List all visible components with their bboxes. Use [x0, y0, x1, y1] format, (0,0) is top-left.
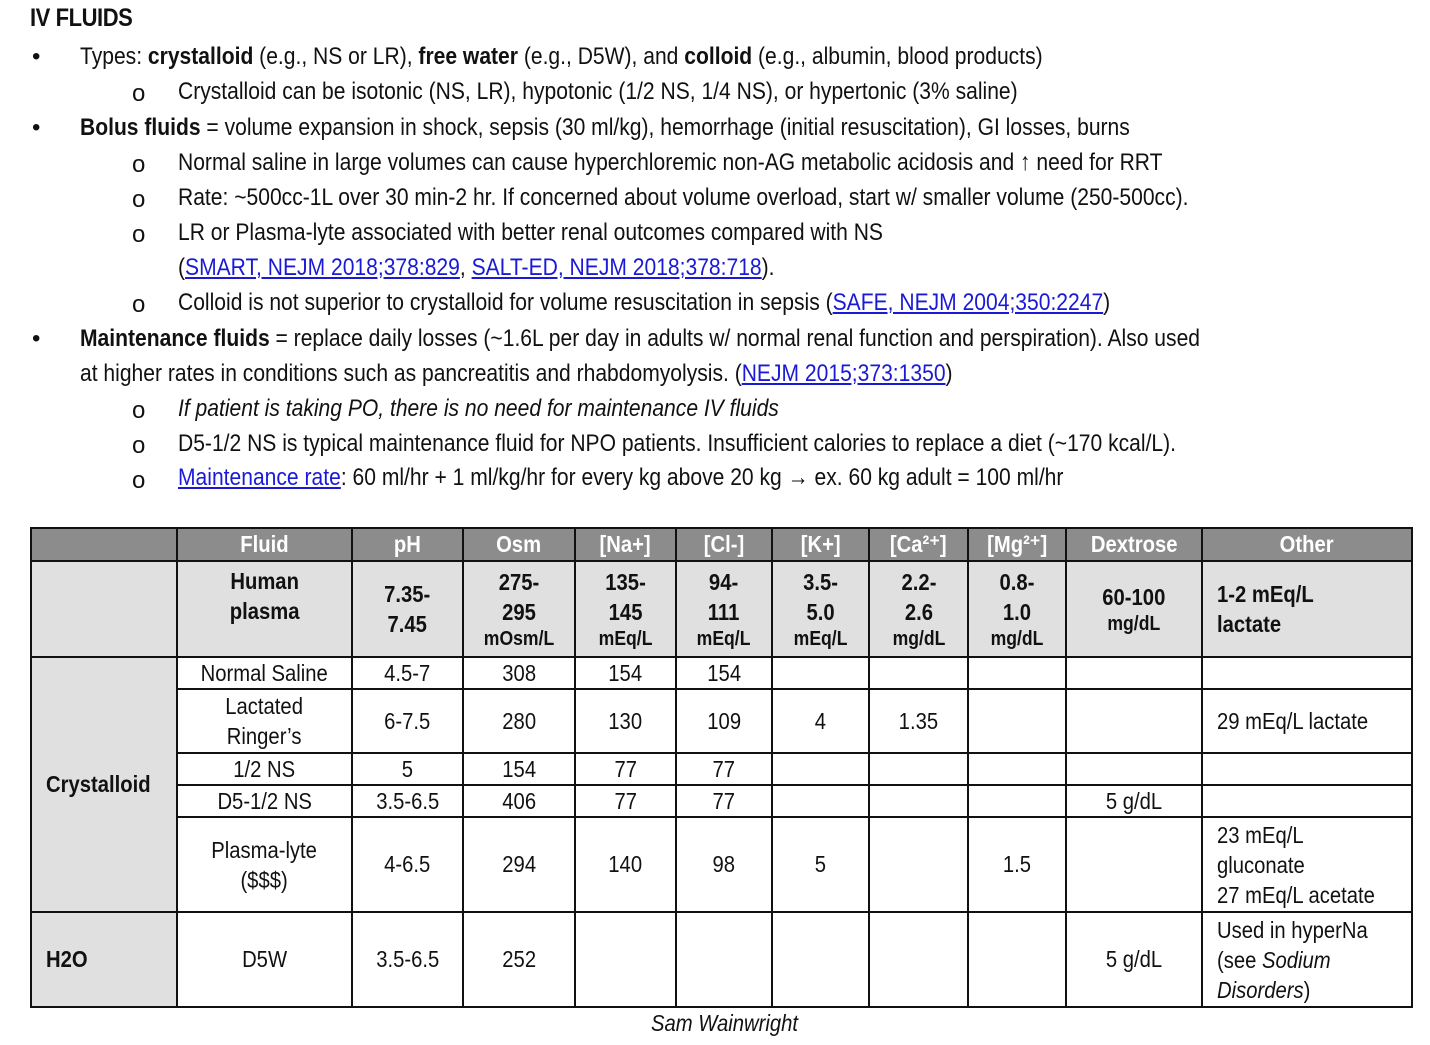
- maintenance-rate-link[interactable]: Maintenance rate: [178, 464, 341, 491]
- author-credit: Sam Wainwright: [651, 1010, 799, 1036]
- cell-cl: [676, 912, 772, 1007]
- nejm-2015-link[interactable]: NEJM 2015;373:1350: [741, 360, 946, 387]
- header-mg: [Mg²⁺]: [968, 528, 1066, 561]
- sub-bullet-icon: o: [132, 397, 146, 424]
- cell-osm: 154: [463, 753, 575, 785]
- cell-na: 77: [575, 785, 676, 817]
- cell-fluid: D5W: [177, 912, 352, 1007]
- cell-ca: 2.2- 2.6 mg/dL: [869, 561, 968, 657]
- cell-ph: 3.5-6.5: [352, 912, 463, 1007]
- sub-bullet-icon: o: [132, 151, 146, 178]
- cell-k: [772, 753, 869, 785]
- rate-note: Rate: ~500cc-1L over 30 min-2 hr. If concerned about volume overload, start w/ smaller volume (250-500cc).: [178, 184, 1189, 211]
- lr-plasmalyte-note: LR or Plasma-lyte associated with better renal outcomes compared with NS: [178, 219, 883, 246]
- cell-fluid: Human plasma: [177, 561, 352, 657]
- sub-bullet-icon: o: [132, 467, 146, 494]
- maintenance-rate-note: Maintenance rate: 60 ml/hr + 1 ml/kg/hr for every kg above 20 kg → ex. 60 kg adult = 100 ml/hr: [178, 464, 1064, 491]
- cell-na: 135- 145 mEq/L: [575, 561, 676, 657]
- cell-osm: 252: [463, 912, 575, 1007]
- cell-osm: 280: [463, 689, 575, 753]
- cell-mg: 0.8- 1.0 mg/dL: [968, 561, 1066, 657]
- group-crystalloid: Crystalloid: [31, 657, 177, 912]
- cell-other: [1202, 785, 1412, 817]
- cell-fluid: Lactated Ringer’s: [177, 689, 352, 753]
- lr-references: (SMART, NEJM 2018;378:829, SALT-ED, NEJM 2018;378:718).: [178, 254, 775, 281]
- maintenance-line: Maintenance fluids = replace daily losses (~1.6L per day in adults w/ normal renal function and perspiration). Also used: [80, 325, 1201, 352]
- cell-mg: [968, 912, 1066, 1007]
- cell-k: 5: [772, 817, 869, 912]
- cell-k: 3.5- 5.0 mEq/L: [772, 561, 869, 657]
- header-dextrose: Dextrose: [1066, 528, 1202, 561]
- cell-osm: 406: [463, 785, 575, 817]
- cell-other: 29 mEq/L lactate: [1202, 689, 1412, 753]
- crystalloid-tonicity-line: Crystalloid can be isotonic (NS, LR), hypotonic (1/2 NS, 1/4 NS), or hypertonic (3% saline): [178, 78, 1018, 105]
- table-header-row: [31, 528, 1412, 561]
- table-row-normal-saline: [31, 657, 1412, 689]
- cell-dextrose: 60-100 mg/dL: [1066, 561, 1202, 657]
- cell-na: 130: [575, 689, 676, 753]
- cell-k: 4: [772, 689, 869, 753]
- cell-mg: [968, 689, 1066, 753]
- header-osm: Osm: [463, 528, 575, 561]
- cell-osm: 308: [463, 657, 575, 689]
- cell-cl: 109: [676, 689, 772, 753]
- bolus-line: Bolus fluids = volume expansion in shock, sepsis (30 ml/kg), hemorrhage (initial resuscitation), GI losses, burns: [80, 114, 1130, 141]
- sub-bullet-icon: o: [132, 221, 146, 248]
- cell-other: 23 mEq/L gluconate 27 mEq/L acetate: [1202, 817, 1412, 912]
- sub-bullet-icon: o: [132, 186, 146, 213]
- header-fluid: Fluid: [177, 528, 352, 561]
- cell-other: [1202, 657, 1412, 689]
- maintenance-line-2: at higher rates in conditions such as pancreatitis and rhabdomyolysis. (NEJM 2015;373:1350): [80, 360, 953, 387]
- cell-osm: 275- 295 mOsm/L: [463, 561, 575, 657]
- table-row-lactated-ringers: [31, 689, 1412, 753]
- header-k: [K+]: [772, 528, 869, 561]
- d5-half-ns-note: D5-1/2 NS is typical maintenance fluid for NPO patients. Insufficient calories to replace a diet (~170 kcal/L).: [178, 430, 1177, 457]
- cell-fluid: D5-1/2 NS: [177, 785, 352, 817]
- sub-bullet-icon: o: [132, 432, 146, 459]
- po-note: If patient is taking PO, there is no need for maintenance IV fluids: [178, 395, 779, 422]
- cell-dextrose: [1066, 657, 1202, 689]
- bullet-icon: •: [32, 43, 41, 70]
- sub-bullet-icon: o: [132, 291, 146, 318]
- header-cl: [Cl-]: [676, 528, 772, 561]
- safe-trial-link[interactable]: SAFE, NEJM 2004;350:2247: [832, 289, 1104, 316]
- cell-other: [1202, 753, 1412, 785]
- cell-ph: 7.35- 7.45: [352, 561, 463, 657]
- cell-ph: 5: [352, 753, 463, 785]
- cell-na: 140: [575, 817, 676, 912]
- cell-mg: [968, 785, 1066, 817]
- cell-cl: 154: [676, 657, 772, 689]
- header-other: Other: [1202, 528, 1412, 561]
- cell-k: [772, 785, 869, 817]
- cell-fluid: Plasma-lyte ($$$): [177, 817, 352, 912]
- smart-trial-link[interactable]: SMART, NEJM 2018;378:829: [185, 254, 460, 281]
- header-ph: pH: [352, 528, 463, 561]
- iv-fluids-table: [30, 527, 1413, 1008]
- normal-saline-note: Normal saline in large volumes can cause hyperchloremic non-AG metabolic acidosis and ↑ need for RRT: [178, 149, 1163, 176]
- page-title: IV FLUIDS: [30, 4, 133, 32]
- bullet-icon: •: [32, 114, 41, 141]
- cell-cl: 77: [676, 785, 772, 817]
- types-line: Types: crystalloid (e.g., NS or LR), free water (e.g., D5W), and colloid (e.g., albumin, blood products): [80, 43, 1043, 70]
- table-row-half-ns: [31, 753, 1412, 785]
- table-row-plasma-lyte: [31, 817, 1412, 912]
- cell-osm: 294: [463, 817, 575, 912]
- cell-k: [772, 912, 869, 1007]
- bullet-icon: •: [32, 325, 41, 352]
- cell-ph: 4-6.5: [352, 817, 463, 912]
- cell-na: 154: [575, 657, 676, 689]
- cell-mg: [968, 753, 1066, 785]
- cell-mg: 1.5: [968, 817, 1066, 912]
- header-ca: [Ca²⁺]: [869, 528, 968, 561]
- cell-ca: [869, 753, 968, 785]
- group-cell: [31, 561, 177, 657]
- cell-ph: 3.5-6.5: [352, 785, 463, 817]
- colloid-note: Colloid is not superior to crystalloid for volume resuscitation in sepsis (SAFE, NEJM 2004;350:2247): [178, 289, 1111, 316]
- cell-fluid: 1/2 NS: [177, 753, 352, 785]
- group-h2o: H2O: [31, 912, 177, 1007]
- cell-ca: 1.35: [869, 689, 968, 753]
- cell-cl: 77: [676, 753, 772, 785]
- cell-other: Used in hyperNa (see Sodium Disorders): [1202, 912, 1412, 1007]
- salt-ed-trial-link[interactable]: SALT-ED, NEJM 2018;378:718: [471, 254, 762, 281]
- table-row-d5w: [31, 912, 1412, 1007]
- cell-ph: 4.5-7: [352, 657, 463, 689]
- cell-fluid: Normal Saline: [177, 657, 352, 689]
- header-na: [Na+]: [575, 528, 676, 561]
- cell-ph: 6-7.5: [352, 689, 463, 753]
- cell-dextrose: [1066, 753, 1202, 785]
- cell-ca: [869, 785, 968, 817]
- cell-cl: 94- 111 mEq/L: [676, 561, 772, 657]
- cell-na: 77: [575, 753, 676, 785]
- cell-ca: [869, 657, 968, 689]
- cell-ca: [869, 912, 968, 1007]
- table-row-human-plasma: [31, 561, 1412, 657]
- cell-other: 1-2 mEq/L lactate: [1202, 561, 1412, 657]
- cell-k: [772, 657, 869, 689]
- cell-ca: [869, 817, 968, 912]
- cell-dextrose: 5 g/dL: [1066, 785, 1202, 817]
- cell-cl: 98: [676, 817, 772, 912]
- cell-dextrose: [1066, 817, 1202, 912]
- table-row-d5-half-ns: [31, 785, 1412, 817]
- cell-na: [575, 912, 676, 1007]
- cell-dextrose: 5 g/dL: [1066, 912, 1202, 1007]
- sub-bullet-icon: o: [132, 80, 146, 107]
- cell-dextrose: [1066, 689, 1202, 753]
- cell-mg: [968, 657, 1066, 689]
- header-group: [31, 528, 177, 561]
